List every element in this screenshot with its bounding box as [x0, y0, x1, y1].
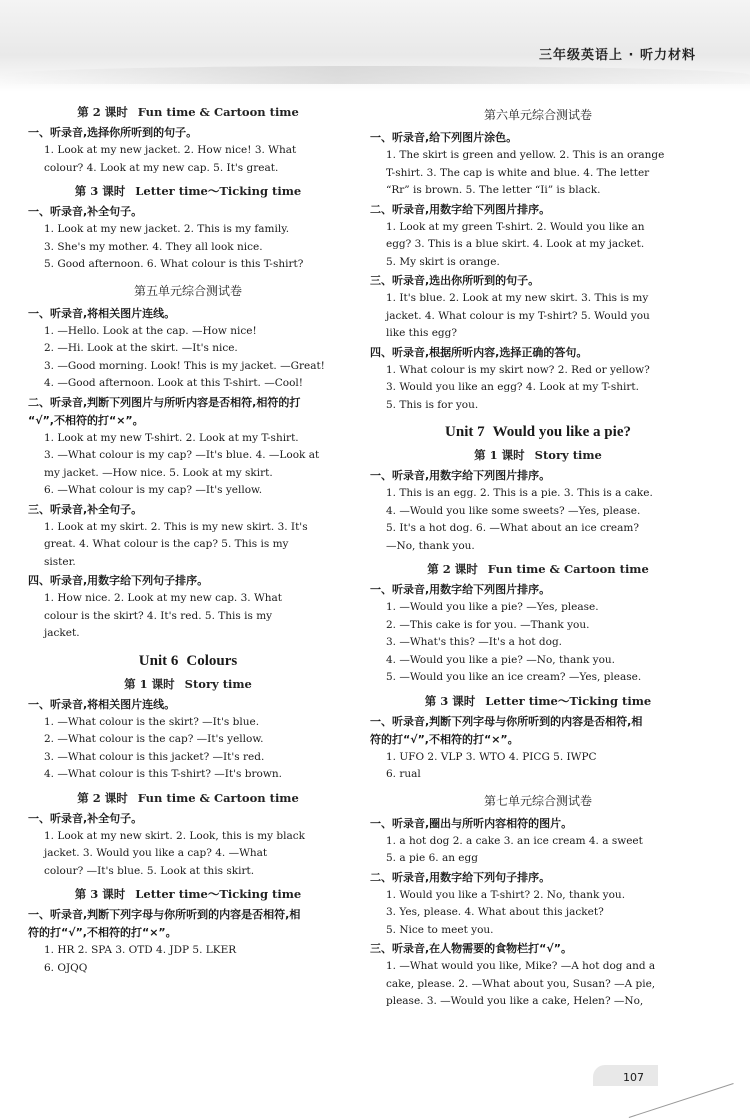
transcript-block — [28, 430, 348, 500]
transcript-line: 2. —What colour is the cap? —It's yellow. — [44, 733, 264, 745]
lesson-heading — [28, 790, 348, 806]
transcript-block — [370, 290, 706, 343]
transcript-line: T-shirt. 3. The cap is white and blue. 4. The letter — [386, 166, 650, 179]
page-number: 107 — [593, 1065, 658, 1086]
transcript-block — [370, 958, 706, 1011]
transcript-line: “Rr” is brown. 5. The letter “Ii” is black. — [386, 184, 601, 196]
transcript-block — [370, 887, 706, 940]
transcript-block — [28, 942, 348, 977]
lesson-title: Story time — [184, 676, 252, 691]
transcript-line: colour? —It's blue. 5. Look at this skirt. — [44, 864, 255, 877]
transcript-line: 3. —What's this? —It's a hot dog. — [386, 636, 563, 648]
question-instruction: 一、听录音,用数字给下列图片排序。 — [370, 469, 551, 482]
lesson-number: 第 1 课时 — [474, 448, 525, 462]
unit-heading — [28, 653, 348, 670]
question-instruction: 三、听录音,选出你所听到的句子。 — [370, 274, 540, 287]
transcript-line: 1. How nice. 2. Look at my new cap. 3. What — [44, 592, 282, 604]
transcript-line: 1. Look at my green T-shirt. 2. Would you like an — [386, 220, 645, 233]
transcript-block — [28, 323, 348, 393]
lesson-heading — [370, 561, 706, 577]
lesson-number: 第 3 课时 — [74, 887, 126, 901]
question-instruction: 一、听录音,将相关图片连线。 — [28, 306, 176, 320]
lesson-title: Fun time & Cartoon time — [137, 105, 299, 119]
transcript-block — [28, 142, 348, 177]
transcript-block — [28, 519, 348, 572]
transcript-line: 1. The skirt is green and yellow. 2. This is an orange — [386, 149, 665, 161]
unit-heading — [370, 424, 706, 441]
transcript-line: jacket. — [44, 627, 80, 639]
scan-mark — [616, 1045, 733, 1118]
transcript-line: 2. —Hi. Look at the skirt. —It's nice. — [44, 342, 238, 354]
transcript-line: cake, please. 2. —What about you, Susan? —A pie, — [386, 977, 656, 990]
transcript-line: 3. She's my mother. 4. They all look nice. — [44, 240, 263, 253]
lesson-heading — [28, 104, 348, 120]
transcript-line: 4. —Would you like a pie? —No, thank you. — [386, 653, 616, 666]
question-instruction: 符的打“√”,不相符的打“×”。 — [370, 732, 519, 746]
lesson-title: Letter time～Ticking time — [135, 887, 302, 901]
transcript-line: 1. —What would you like, Mike? —A hot dog and a — [386, 960, 656, 972]
lesson-title: Fun time & Cartoon time — [137, 790, 299, 805]
lesson-number: 第 1 课时 — [124, 676, 175, 691]
question-instruction: 一、听录音,判断下列字母与你所听到的内容是否相符,相 — [370, 714, 643, 728]
transcript-line: 5. This is for you. — [386, 398, 479, 411]
transcript-line: 6. rual — [386, 768, 421, 780]
transcript-line: 6. —What colour is my cap? —It's yellow. — [44, 484, 263, 496]
question-instruction: 一、听录音,选择你所听到的句子。 — [28, 126, 198, 139]
transcript-line: 1. Look at my new jacket. 2. This is my family. — [44, 223, 290, 235]
transcript-line: 6. OJQQ — [44, 961, 88, 974]
transcript-line: 1. —Would you like a pie? —Yes, please. — [386, 601, 599, 613]
transcript-line: sister. — [44, 555, 76, 568]
lesson-title: Letter time～Ticking time — [135, 184, 302, 198]
transcript-line: 5. —Would you like an ice cream? —Yes, please. — [386, 671, 642, 683]
transcript-block — [370, 599, 706, 687]
transcript-line: 5. Good afternoon. 6. What colour is this T-shirt? — [44, 258, 304, 270]
lesson-title: Fun time & Cartoon time — [487, 562, 649, 576]
transcript-line: like this egg? — [386, 327, 457, 339]
lesson-number: 第 3 课时 — [74, 184, 126, 198]
transcript-line: 3. Yes, please. 4. What about this jacket? — [386, 906, 604, 918]
question-instruction: 符的打“√”,不相符的打“×”。 — [28, 926, 177, 939]
test-title: 第五单元综合测试卷 — [133, 283, 242, 298]
question-instruction: 一、听录音,用数字给下列图片排序。 — [370, 583, 551, 596]
unit-name: Would you like a pie? — [492, 424, 631, 440]
transcript-line: 5. My skirt is orange. — [386, 255, 500, 268]
transcript-line: 4. —Good afternoon. Look at this T-shirt. —Cool! — [44, 377, 303, 389]
lesson-title: Letter time～Ticking time — [485, 693, 652, 708]
transcript-block — [28, 221, 348, 274]
lesson-heading — [370, 693, 706, 709]
transcript-line: 5. Nice to meet you. — [386, 923, 494, 936]
lesson-heading — [28, 183, 348, 199]
lesson-number: 第 2 课时 — [77, 105, 128, 119]
test-title: 第七单元综合测试卷 — [483, 793, 592, 808]
transcript-line: 1. This is an egg. 2. This is a pie. 3. This is a cake. — [386, 487, 653, 499]
transcript-block — [370, 749, 706, 784]
transcript-block — [370, 147, 706, 200]
transcript-line: jacket. 4. What colour is my T-shirt? 5. Would you — [386, 309, 650, 322]
transcript-line: 5. It's a hot dog. 6. —What about an ice cream? — [386, 522, 639, 534]
transcript-block — [28, 714, 348, 784]
question-instruction: 四、听录音,根据所听内容,选择正确的答句。 — [370, 345, 588, 359]
transcript-line: 5. a pie 6. an egg — [386, 852, 478, 864]
transcript-line: 3. —Good morning. Look! This is my jacket. —Great! — [44, 359, 325, 372]
question-instruction: 三、听录音,补全句子。 — [28, 502, 143, 516]
transcript-line: 1. —What colour is the skirt? —It's blue. — [44, 715, 260, 728]
transcript-line: 1. Would you like a T-shirt? 2. No, thank you. — [386, 888, 626, 901]
question-instruction: 一、听录音,将相关图片连线。 — [28, 697, 176, 711]
transcript-line: egg? 3. This is a blue skirt. 4. Look at my jacket. — [386, 238, 645, 250]
question-instruction: 一、听录音,圈出与所听内容相符的图片。 — [370, 816, 573, 830]
transcript-line: 2. —This cake is for you. —Thank you. — [386, 618, 590, 631]
transcript-line: 1. UFO 2. VLP 3. WTO 4. PICG 5. IWPC — [386, 750, 597, 763]
question-instruction: “√”,不相符的打“×”。 — [28, 413, 144, 427]
transcript-line: 1. Look at my skirt. 2. This is my new skirt. 3. It's — [44, 520, 308, 533]
transcript-line: please. 3. —Would you like a cake, Helen? —No, — [386, 995, 644, 1007]
question-instruction: 一、听录音,补全句子。 — [28, 811, 143, 825]
transcript-line: —No, thank you. — [386, 539, 475, 552]
question-instruction: 二、听录音,判断下列图片与所听内容是否相符,相符的打 — [28, 395, 301, 409]
question-instruction: 三、听录音,在人物需要的食物栏打“√”。 — [370, 942, 572, 955]
test-title: 第六单元综合测试卷 — [483, 108, 592, 122]
question-instruction: 四、听录音,用数字给下列句子排序。 — [28, 574, 209, 587]
transcript-line: 1. HR 2. SPA 3. OTD 4. JDP 5. LKER — [44, 944, 237, 956]
unit-name: Colours — [186, 652, 238, 669]
lesson-heading — [28, 886, 348, 902]
transcript-block — [370, 362, 706, 415]
unit-number: Unit 7 — [445, 424, 485, 440]
transcript-line: 1. Look at my new T-shirt. 2. Look at my T-shirt. — [44, 431, 299, 444]
transcript-line: 3. Would you like an egg? 4. Look at my T-shirt. — [386, 381, 639, 393]
transcript-line: 1. It's blue. 2. Look at my new skirt. 3. This is my — [386, 292, 649, 304]
lesson-heading — [28, 676, 348, 692]
transcript-block — [370, 219, 706, 272]
lesson-number: 第 3 课时 — [424, 693, 476, 708]
transcript-block — [370, 833, 706, 868]
transcript-line: 1. What colour is my skirt now? 2. Red or yellow? — [386, 363, 650, 376]
transcript-line: 4. —What colour is this T-shirt? —It's brown. — [44, 768, 282, 780]
lesson-heading — [370, 447, 706, 463]
question-instruction: 一、听录音,给下列图片涂色。 — [370, 131, 518, 144]
transcript-line: jacket. 3. Would you like a cap? 4. —What — [44, 847, 268, 859]
transcript-block — [28, 590, 348, 643]
transcript-line: 1. —Hello. Look at the cap. —How nice! — [44, 324, 257, 337]
transcript-line: 1. Look at my new jacket. 2. How nice! 3. What — [44, 144, 297, 156]
transcript-line: colour? 4. Look at my new cap. 5. It's great. — [44, 161, 279, 174]
lesson-title: Story time — [534, 448, 602, 462]
transcript-line: 3. —What colour is my cap? —It's blue. 4. —Look at — [44, 449, 320, 461]
page-header: 三年级英语上 · 听力材料 — [539, 48, 696, 63]
lesson-number: 第 2 课时 — [427, 562, 478, 576]
question-instruction: 一、听录音,判断下列字母与你所听到的内容是否相符,相 — [28, 908, 301, 921]
transcript-line: 1. Look at my new skirt. 2. Look, this is my black — [44, 829, 306, 842]
transcript-line: colour is the skirt? 4. It's red. 5. This is my — [44, 609, 273, 622]
transcript-line: 1. a hot dog 2. a cake 3. an ice cream 4. a sweet — [386, 834, 643, 847]
transcript-block — [370, 485, 706, 555]
question-instruction: 一、听录音,补全句子。 — [28, 205, 143, 218]
transcript-block — [28, 828, 348, 881]
question-instruction: 二、听录音,用数字给下列图片排序。 — [370, 202, 551, 216]
transcript-line: 3. —What colour is this jacket? —It's red. — [44, 750, 265, 763]
transcript-line: 4. —Would you like some sweets? —Yes, please. — [386, 504, 641, 517]
left-column — [28, 98, 348, 977]
lesson-number: 第 2 课时 — [77, 790, 128, 805]
question-instruction: 二、听录音,用数字给下列句子排序。 — [370, 870, 551, 884]
right-column — [370, 98, 706, 1011]
transcript-line: my jacket. —How nice. 5. Look at my skirt. — [44, 466, 273, 479]
unit-number: Unit 6 — [138, 652, 179, 669]
transcript-line: great. 4. What colour is the cap? 5. This is my — [44, 538, 289, 550]
